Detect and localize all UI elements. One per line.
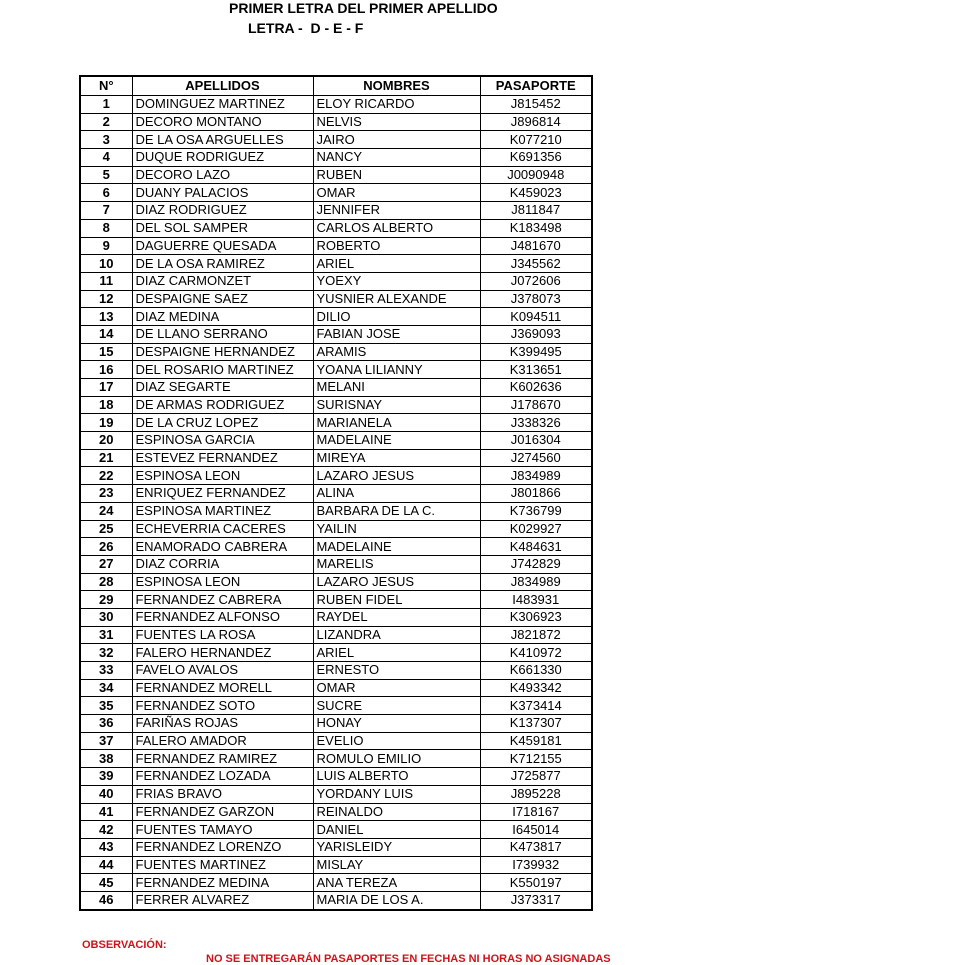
nombres-cell: REINALDO (313, 803, 480, 821)
apellidos-cell: ENAMORADO CABRERA (132, 538, 313, 556)
nombres-cell: RAYDEL (313, 608, 480, 626)
nombres-cell: SUCRE (313, 697, 480, 715)
row-number: 1 (80, 96, 132, 114)
table-row (80, 715, 592, 733)
table-row (80, 662, 592, 680)
pasaporte-cell: I718167 (480, 803, 592, 821)
apellidos-cell: FRIAS BRAVO (132, 785, 313, 803)
table-row (80, 732, 592, 750)
apellidos-cell: FERNANDEZ LORENZO (132, 838, 313, 856)
table-row (80, 891, 592, 909)
row-number: 22 (80, 467, 132, 485)
table-row (80, 838, 592, 856)
row-number: 3 (80, 131, 132, 149)
row-number: 34 (80, 679, 132, 697)
apellidos-cell: DEL SOL SAMPER (132, 219, 313, 237)
row-number: 7 (80, 202, 132, 220)
nombres-cell: YOEXY (313, 272, 480, 290)
apellidos-cell: ESPINOSA LEON (132, 573, 313, 591)
row-number: 9 (80, 237, 132, 255)
row-number: 25 (80, 520, 132, 538)
passport-list-table (79, 75, 593, 911)
table-row (80, 467, 592, 485)
row-number: 44 (80, 856, 132, 874)
row-number: 32 (80, 644, 132, 662)
nombres-cell: CARLOS ALBERTO (313, 219, 480, 237)
nombres-cell: YORDANY LUIS (313, 785, 480, 803)
pasaporte-cell: K550197 (480, 874, 592, 892)
pasaporte-cell: K410972 (480, 644, 592, 662)
pasaporte-cell: J345562 (480, 255, 592, 273)
nombres-cell: YOANA LILIANNY (313, 361, 480, 379)
table-row (80, 432, 592, 450)
pasaporte-cell: J834989 (480, 573, 592, 591)
nombres-cell: ELOY RICARDO (313, 96, 480, 114)
table-row (80, 644, 592, 662)
table-row (80, 325, 592, 343)
nombres-cell: ARIEL (313, 644, 480, 662)
nombres-cell: OMAR (313, 679, 480, 697)
apellidos-cell: DUQUE RODRIGUEZ (132, 149, 313, 167)
table-row (80, 679, 592, 697)
pasaporte-cell: K399495 (480, 343, 592, 361)
row-number: 17 (80, 379, 132, 397)
pasaporte-cell: J821872 (480, 626, 592, 644)
table-row (80, 272, 592, 290)
row-number: 4 (80, 149, 132, 167)
table-row (80, 538, 592, 556)
nombres-cell: HONAY (313, 715, 480, 733)
column-header-number: N° (80, 76, 132, 96)
apellidos-cell: DUANY PALACIOS (132, 184, 313, 202)
column-header-nombres: NOMBRES (313, 76, 480, 96)
pasaporte-cell: J378073 (480, 290, 592, 308)
row-number: 21 (80, 449, 132, 467)
row-number: 35 (80, 697, 132, 715)
apellidos-cell: DE LA OSA ARGUELLES (132, 131, 313, 149)
apellidos-cell: ENRIQUEZ FERNANDEZ (132, 485, 313, 503)
nombres-cell: ARIEL (313, 255, 480, 273)
pasaporte-cell: K373414 (480, 697, 592, 715)
apellidos-cell: DEL ROSARIO MARTINEZ (132, 361, 313, 379)
pasaporte-cell: J373317 (480, 891, 592, 909)
table-row (80, 361, 592, 379)
column-header-pasaporte: PASAPORTE (480, 76, 592, 96)
nombres-cell: ROMULO EMILIO (313, 750, 480, 768)
table-row (80, 485, 592, 503)
row-number: 38 (80, 750, 132, 768)
table-row (80, 396, 592, 414)
column-header-apellidos: APELLIDOS (132, 76, 313, 96)
row-number: 10 (80, 255, 132, 273)
nombres-cell: MIREYA (313, 449, 480, 467)
table-row (80, 290, 592, 308)
apellidos-cell: FERNANDEZ SOTO (132, 697, 313, 715)
nombres-cell: LIZANDRA (313, 626, 480, 644)
apellidos-cell: ESPINOSA MARTINEZ (132, 502, 313, 520)
document-subtitle: LETRA - D - E - F (248, 20, 364, 36)
table-row (80, 166, 592, 184)
nombres-cell: MARELIS (313, 555, 480, 573)
apellidos-cell: DE LA CRUZ LOPEZ (132, 414, 313, 432)
apellidos-cell: ESPINOSA LEON (132, 467, 313, 485)
nombres-cell: LAZARO JESUS (313, 467, 480, 485)
table-row (80, 255, 592, 273)
table-row (80, 343, 592, 361)
table-row (80, 131, 592, 149)
nombres-cell: MELANI (313, 379, 480, 397)
nombres-cell: ARAMIS (313, 343, 480, 361)
nombres-cell: OMAR (313, 184, 480, 202)
table-row (80, 750, 592, 768)
nombres-cell: MARIANELA (313, 414, 480, 432)
table-row (80, 520, 592, 538)
row-number: 42 (80, 821, 132, 839)
apellidos-cell: DECORO MONTANO (132, 113, 313, 131)
apellidos-cell: DIAZ SEGARTE (132, 379, 313, 397)
pasaporte-cell: J811847 (480, 202, 592, 220)
row-number: 37 (80, 732, 132, 750)
apellidos-cell: DAGUERRE QUESADA (132, 237, 313, 255)
table-row (80, 821, 592, 839)
table-row (80, 449, 592, 467)
pasaporte-cell: J369093 (480, 325, 592, 343)
pasaporte-cell: J742829 (480, 555, 592, 573)
table-row (80, 184, 592, 202)
nombres-cell: ANA TEREZA (313, 874, 480, 892)
apellidos-cell: DIAZ CORRIA (132, 555, 313, 573)
nombres-cell: LAZARO JESUS (313, 573, 480, 591)
row-number: 29 (80, 591, 132, 609)
nombres-cell: MADELAINE (313, 432, 480, 450)
apellidos-cell: FERNANDEZ RAMIREZ (132, 750, 313, 768)
apellidos-cell: DIAZ MEDINA (132, 308, 313, 326)
row-number: 14 (80, 325, 132, 343)
apellidos-cell: FERRER ALVAREZ (132, 891, 313, 909)
row-number: 20 (80, 432, 132, 450)
observation-label: OBSERVACIÓN: (82, 939, 167, 951)
apellidos-cell: FERNANDEZ CABRERA (132, 591, 313, 609)
pasaporte-cell: K077210 (480, 131, 592, 149)
pasaporte-cell: J0090948 (480, 166, 592, 184)
pasaporte-cell: K029927 (480, 520, 592, 538)
apellidos-cell: DE LLANO SERRANO (132, 325, 313, 343)
row-number: 40 (80, 785, 132, 803)
pasaporte-cell: K661330 (480, 662, 592, 680)
row-number: 16 (80, 361, 132, 379)
apellidos-cell: FERNANDEZ MORELL (132, 679, 313, 697)
row-number: 5 (80, 166, 132, 184)
row-number: 26 (80, 538, 132, 556)
row-number: 2 (80, 113, 132, 131)
nombres-cell: DILIO (313, 308, 480, 326)
table-row (80, 856, 592, 874)
table-row (80, 237, 592, 255)
table-row (80, 573, 592, 591)
row-number: 13 (80, 308, 132, 326)
pasaporte-cell: J834989 (480, 467, 592, 485)
nombres-cell: JAIRO (313, 131, 480, 149)
pasaporte-cell: K306923 (480, 608, 592, 626)
nombres-cell: LUIS ALBERTO (313, 768, 480, 786)
pasaporte-cell: K484631 (480, 538, 592, 556)
table-row (80, 555, 592, 573)
apellidos-cell: FERNANDEZ GARZON (132, 803, 313, 821)
row-number: 39 (80, 768, 132, 786)
pasaporte-cell: K473817 (480, 838, 592, 856)
apellidos-cell: FALERO AMADOR (132, 732, 313, 750)
table-row (80, 874, 592, 892)
table-row (80, 768, 592, 786)
apellidos-cell: DIAZ CARMONZET (132, 272, 313, 290)
apellidos-cell: FALERO HERNANDEZ (132, 644, 313, 662)
pasaporte-cell: J072606 (480, 272, 592, 290)
row-number: 6 (80, 184, 132, 202)
table-row (80, 96, 592, 114)
pasaporte-cell: I483931 (480, 591, 592, 609)
row-number: 30 (80, 608, 132, 626)
apellidos-cell: FUENTES MARTINEZ (132, 856, 313, 874)
pasaporte-cell: J896814 (480, 113, 592, 131)
row-number: 18 (80, 396, 132, 414)
nombres-cell: ALINA (313, 485, 480, 503)
row-number: 11 (80, 272, 132, 290)
apellidos-cell: DESPAIGNE HERNANDEZ (132, 343, 313, 361)
observation-text: NO SE ENTREGARÁN PASAPORTES EN FECHAS NI HORAS NO ASIGNADAS (206, 953, 611, 965)
apellidos-cell: FUENTES TAMAYO (132, 821, 313, 839)
pasaporte-cell: K493342 (480, 679, 592, 697)
apellidos-cell: DECORO LAZO (132, 166, 313, 184)
table-row (80, 414, 592, 432)
table-row (80, 626, 592, 644)
apellidos-cell: FERNANDEZ MEDINA (132, 874, 313, 892)
table-row (80, 785, 592, 803)
pasaporte-cell: J725877 (480, 768, 592, 786)
nombres-cell: EVELIO (313, 732, 480, 750)
apellidos-cell: ESPINOSA GARCIA (132, 432, 313, 450)
nombres-cell: MARIA DE LOS A. (313, 891, 480, 909)
pasaporte-cell: J338326 (480, 414, 592, 432)
row-number: 27 (80, 555, 132, 573)
pasaporte-cell: K459181 (480, 732, 592, 750)
apellidos-cell: FERNANDEZ LOZADA (132, 768, 313, 786)
nombres-cell: RUBEN FIDEL (313, 591, 480, 609)
table-row (80, 219, 592, 237)
nombres-cell: ERNESTO (313, 662, 480, 680)
pasaporte-cell: K712155 (480, 750, 592, 768)
row-number: 31 (80, 626, 132, 644)
apellidos-cell: DE ARMAS RODRIGUEZ (132, 396, 313, 414)
table-header-row (80, 76, 592, 96)
table-row (80, 502, 592, 520)
apellidos-cell: FERNANDEZ ALFONSO (132, 608, 313, 626)
apellidos-cell: FAVELO AVALOS (132, 662, 313, 680)
pasaporte-cell: K183498 (480, 219, 592, 237)
row-number: 43 (80, 838, 132, 856)
pasaporte-cell: J016304 (480, 432, 592, 450)
pasaporte-cell: J801866 (480, 485, 592, 503)
pasaporte-cell: J895228 (480, 785, 592, 803)
row-number: 36 (80, 715, 132, 733)
table-row (80, 608, 592, 626)
apellidos-cell: DE LA OSA RAMIREZ (132, 255, 313, 273)
row-number: 41 (80, 803, 132, 821)
pasaporte-cell: J481670 (480, 237, 592, 255)
table-row (80, 149, 592, 167)
nombres-cell: NANCY (313, 149, 480, 167)
table-row (80, 803, 592, 821)
row-number: 28 (80, 573, 132, 591)
table-row (80, 308, 592, 326)
pasaporte-cell: K094511 (480, 308, 592, 326)
pasaporte-cell: K736799 (480, 502, 592, 520)
apellidos-cell: FUENTES LA ROSA (132, 626, 313, 644)
pasaporte-cell: J815452 (480, 96, 592, 114)
nombres-cell: SURISNAY (313, 396, 480, 414)
row-number: 15 (80, 343, 132, 361)
pasaporte-cell: K602636 (480, 379, 592, 397)
table-row (80, 591, 592, 609)
table-row (80, 697, 592, 715)
apellidos-cell: FARIÑAS ROJAS (132, 715, 313, 733)
pasaporte-cell: J274560 (480, 449, 592, 467)
row-number: 19 (80, 414, 132, 432)
pasaporte-cell: I645014 (480, 821, 592, 839)
nombres-cell: FABIAN JOSE (313, 325, 480, 343)
nombres-cell: ROBERTO (313, 237, 480, 255)
table-row (80, 202, 592, 220)
pasaporte-cell: K691356 (480, 149, 592, 167)
nombres-cell: YUSNIER ALEXANDE (313, 290, 480, 308)
nombres-cell: YAILIN (313, 520, 480, 538)
nombres-cell: JENNIFER (313, 202, 480, 220)
row-number: 45 (80, 874, 132, 892)
row-number: 23 (80, 485, 132, 503)
row-number: 33 (80, 662, 132, 680)
apellidos-cell: DIAZ RODRIGUEZ (132, 202, 313, 220)
pasaporte-cell: K313651 (480, 361, 592, 379)
apellidos-cell: DOMINGUEZ MARTINEZ (132, 96, 313, 114)
pasaporte-cell: K137307 (480, 715, 592, 733)
nombres-cell: MADELAINE (313, 538, 480, 556)
nombres-cell: NELVIS (313, 113, 480, 131)
nombres-cell: MISLAY (313, 856, 480, 874)
pasaporte-cell: J178670 (480, 396, 592, 414)
pasaporte-cell: K459023 (480, 184, 592, 202)
table-row (80, 379, 592, 397)
table-row (80, 113, 592, 131)
row-number: 24 (80, 502, 132, 520)
apellidos-cell: ECHEVERRIA CACERES (132, 520, 313, 538)
nombres-cell: BARBARA DE LA C. (313, 502, 480, 520)
nombres-cell: YARISLEIDY (313, 838, 480, 856)
nombres-cell: DANIEL (313, 821, 480, 839)
row-number: 8 (80, 219, 132, 237)
nombres-cell: RUBEN (313, 166, 480, 184)
row-number: 46 (80, 891, 132, 909)
apellidos-cell: DESPAIGNE SAEZ (132, 290, 313, 308)
pasaporte-cell: I739932 (480, 856, 592, 874)
apellidos-cell: ESTEVEZ FERNANDEZ (132, 449, 313, 467)
row-number: 12 (80, 290, 132, 308)
document-title: PRIMER LETRA DEL PRIMER APELLIDO (229, 0, 498, 16)
table-body (80, 96, 592, 910)
